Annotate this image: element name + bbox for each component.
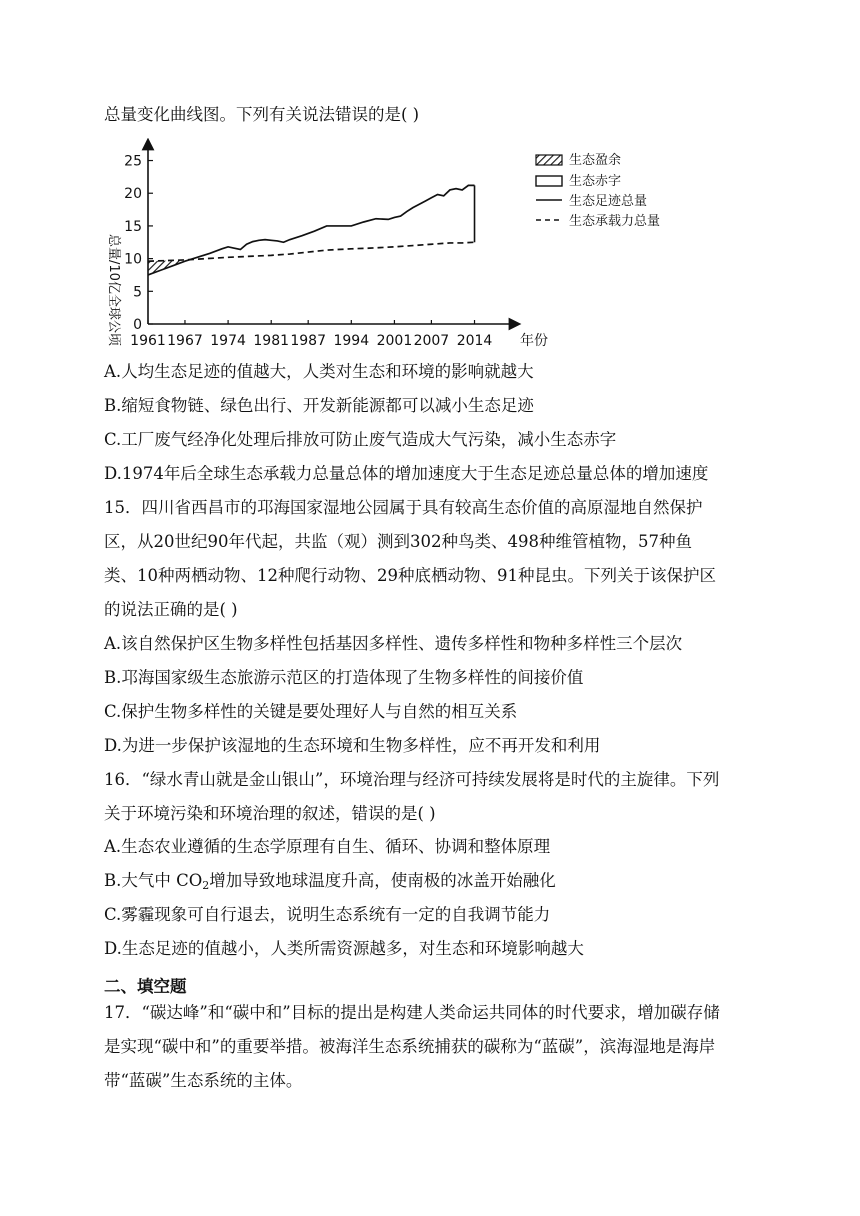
q15-option-b: B.邛海国家级生态旅游示范区的打造体现了生物多样性的间接价值 bbox=[104, 668, 584, 687]
q15-stem-line-1: 15．四川省西昌市的邛海国家湿地公园属于具有较高生态价值的高原湿地自然保护 bbox=[104, 498, 703, 517]
legend-label-capacity: 生态承载力总量 bbox=[569, 214, 661, 229]
x-tick-label-2: 1974 bbox=[210, 333, 246, 348]
legend-label-footprint: 生态足迹总量 bbox=[569, 194, 648, 209]
q16-option-b-sub: 2 bbox=[202, 879, 210, 892]
q14-option-d: D.1974年后全球生态承载力总量总体的增加速度大于生态足迹总量总体的增加速度 bbox=[104, 464, 709, 483]
q15-stem-line-3: 类、10种两栖动物、12种爬行动物、29种底栖动物、91种昆虫。下列关于该保护区 bbox=[104, 566, 716, 585]
x-axis-label: 年份 bbox=[520, 333, 548, 348]
x-tick-label-4: 1987 bbox=[290, 333, 326, 348]
intro-text: 总量变化曲线图。下列有关说法错误的是( ) bbox=[104, 105, 420, 124]
x-tick-label-1: 1967 bbox=[167, 333, 203, 348]
q15-option-c: C.保护生物多样性的关键是要处理好人与自然的相互关系 bbox=[104, 702, 518, 721]
q16-stem-line-1: 16．“绿水青山就是金山银山”，环境治理与经济可持续发展将是时代的主旋律。下列 bbox=[104, 770, 720, 789]
q16-option-b bbox=[104, 870, 556, 897]
y-tick-label-1: 5 bbox=[133, 284, 142, 301]
q16-option-a: A.生态农业遵循的生态学原理有自生、循环、协调和整体原理 bbox=[104, 837, 551, 856]
legend-swatch-surplus bbox=[536, 155, 562, 165]
q14-option-a: A.人均生态足迹的值越大，人类对生态和环境的影响就越大 bbox=[104, 362, 534, 381]
legend-swatch-deficit bbox=[536, 176, 562, 186]
x-tick-label-6: 2001 bbox=[376, 333, 413, 348]
x-tick-label-3: 1981 bbox=[253, 333, 290, 348]
legend-label-deficit: 生态赤字 bbox=[569, 174, 622, 189]
section-fill-in-title: 二、填空题 bbox=[104, 977, 187, 996]
q16-option-d: D.生态足迹的值越小，人类所需资源越多，对生态和环境影响越大 bbox=[104, 939, 584, 958]
y-axis-label: 总量/10亿全球公顷 bbox=[106, 234, 121, 346]
q15-option-d: D.为进一步保护该湿地的生态环境和生物多样性，应不再开发和利用 bbox=[104, 736, 601, 755]
x-tick-label-0: 1961 bbox=[130, 333, 166, 348]
x-tick-label-8: 2014 bbox=[456, 333, 493, 348]
q15-stem-line-2: 区，从20世纪90年代起，共监（观）测到302种鸟类、498种维管植物，57种鱼 bbox=[104, 532, 692, 551]
ecological-footprint-chart bbox=[96, 138, 696, 348]
q16-option-b-pre: B.大气中 CO bbox=[104, 871, 203, 890]
q16-stem-line-2: 关于环境污染和环境治理的叙述，错误的是( ) bbox=[104, 804, 436, 823]
q15-option-a: A.该自然保护区生物多样性包括基因多样性、遗传多样性和物种多样性三个层次 bbox=[104, 634, 683, 653]
q15-stem-line-4: 的说法正确的是( ) bbox=[104, 600, 238, 619]
q14-option-b: B.缩短食物链、绿色出行、开发新能源都可以减小生态足迹 bbox=[104, 396, 534, 415]
legend-label-surplus: 生态盈余 bbox=[569, 153, 622, 168]
y-tick-label-4: 20 bbox=[124, 186, 142, 203]
y-tick-label-3: 15 bbox=[124, 218, 142, 235]
y-tick-label-0: 0 bbox=[133, 317, 142, 333]
y-tick-label-2: 10 bbox=[124, 251, 142, 268]
x-tick-label-5: 1994 bbox=[333, 333, 370, 348]
q16-option-b-post: 增加导致地球温度升高，使南极的冰盖开始融化 bbox=[209, 871, 556, 890]
q14-option-c: C.工厂废气经净化处理后排放可防止废气造成大气污染，减小生态赤字 bbox=[104, 430, 617, 449]
q16-option-c: C.雾霾现象可自行退去，说明生态系统有一定的自我调节能力 bbox=[104, 905, 551, 924]
legend bbox=[536, 152, 660, 229]
y-tick-label-5: 25 bbox=[124, 153, 142, 170]
x-tick-label-7: 2007 bbox=[413, 333, 450, 348]
q17-stem-line-2: 是实现“碳中和”的重要举措。被海洋生态系统捕获的碳称为“蓝碳”，滨海湿地是海岸 bbox=[104, 1037, 716, 1056]
q17-stem-line-1: 17．“碳达峰”和“碳中和”目标的提出是构建人类命运共同体的时代要求，增加碳存储 bbox=[104, 1003, 720, 1022]
q17-stem-line-3: 带“蓝碳”生态系统的主体。 bbox=[104, 1071, 303, 1090]
